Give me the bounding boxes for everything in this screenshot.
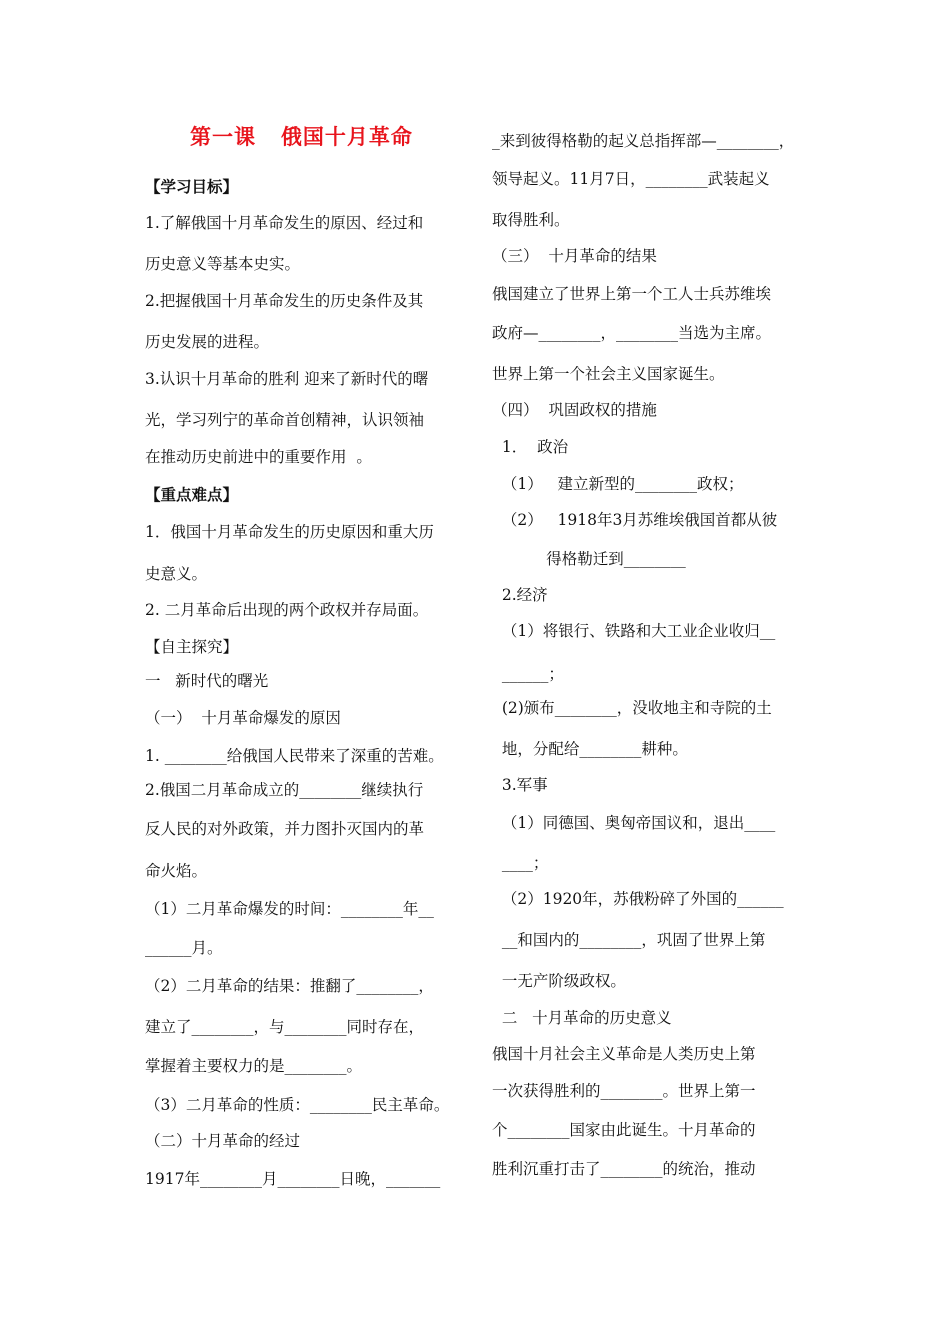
page-title: 第一课 俄国十月革命 <box>190 125 413 149</box>
text-line: 命火焰。 <box>145 862 208 880</box>
text-line: 2.把握俄国十月革命发生的历史条件及其 <box>145 292 424 310</box>
text-line: 2.经济 <box>492 586 548 604</box>
text-line: 【自主探究】 <box>145 638 239 656</box>
text-line: 1． 政治 <box>492 438 569 456</box>
text-line: 1. ________给俄国人民带来了深重的苦难。 <box>145 747 444 765</box>
text-line: 一 新时代的曙光 <box>145 672 269 690</box>
text-line: （1）二月革命爆发的时间：________年__ <box>145 900 434 918</box>
text-line: 反人民的对外政策，并力图扑灭国内的革 <box>145 820 425 838</box>
text-line: 俄国十月社会主义革命是人类历史上第 <box>492 1045 756 1063</box>
text-line: 3.认识十月革命的胜利 迎来了新时代的曙 <box>145 370 429 388</box>
text-line: （2）1920年，苏俄粉碎了外国的______ <box>492 890 784 908</box>
text-line: 历史发展的进程。 <box>145 333 270 351</box>
text-line: 1．俄国十月革命发生的历史原因和重大历 <box>145 523 434 541</box>
section-heading: 【学习目标】 <box>145 178 239 196</box>
text-line: 历史意义等基本史实。 <box>145 255 301 273</box>
text-line: __和国内的________，巩固了世界上第 <box>492 931 766 949</box>
text-line: （四） 巩固政权的措施 <box>492 401 657 419</box>
text-line: _来到彼得格勒的起义总指挥部—________， <box>492 132 795 150</box>
text-line: 世界上第一个社会主义国家诞生。 <box>492 365 725 383</box>
text-line: ______月。 <box>145 939 223 957</box>
text-line: 个________国家由此诞生。十月革命的 <box>492 1121 756 1139</box>
text-line: 俄国建立了世界上第一个工人士兵苏维埃 <box>492 285 772 303</box>
text-line: （2） 1918年3月苏维埃俄国首都从彼 <box>492 511 778 529</box>
section-heading: 【重点难点】 <box>145 486 239 504</box>
text-line: （2）二月革命的结果：推翻了________， <box>145 977 434 995</box>
text-line: 掌握着主要权力的是________。 <box>145 1057 363 1075</box>
text-line: 得格勒迁到________ <box>492 550 686 568</box>
text-line: 2. 二月革命后出现的两个政权并存局面。 <box>145 601 429 619</box>
text-line: 史意义。 <box>145 565 208 583</box>
text-line: ____； <box>492 854 549 872</box>
text-line: （3）二月革命的性质：________民主革命。 <box>145 1096 450 1114</box>
text-line: 一次获得胜利的________。世界上第一 <box>492 1082 756 1100</box>
text-line: 政府—________，________当选为主席。 <box>492 324 772 342</box>
text-line: 一无产阶级政权。 <box>492 972 626 990</box>
text-line: 二 十月革命的历史意义 <box>492 1009 672 1027</box>
text-line: （1）将银行、铁路和大工业企业收归__ <box>492 622 776 640</box>
text-line: 地，分配给________耕种。 <box>492 740 688 758</box>
text-line: （1）同德国、奥匈帝国议和，退出____ <box>492 814 776 832</box>
text-line: 2.俄国二月革命成立的________继续执行 <box>145 781 424 799</box>
text-line: 胜利沉重打击了________的统治，推动 <box>492 1160 756 1178</box>
text-line: 光，学习列宁的革命首创精神，认识领袖 <box>145 411 425 429</box>
text-line: 1.了解俄国十月革命发生的原因、经过和 <box>145 214 424 232</box>
text-line: （二）十月革命的经过 <box>145 1132 301 1150</box>
text-line: 3.军事 <box>492 776 548 794</box>
text-line: （三） 十月革命的结果 <box>492 247 657 265</box>
text-line: 取得胜利。 <box>492 211 570 229</box>
text-line: 在推动历史前进中的重要作用 。 <box>145 448 372 466</box>
text-line: 1917年________月________日晚，_______ <box>145 1170 441 1188</box>
text-line: （一） 十月革命爆发的原因 <box>145 709 341 727</box>
text-line: 领导起义。11月7日，________武装起义 <box>492 170 770 188</box>
text-line: （1） 建立新型的________政权； <box>492 475 744 493</box>
text-line: (2)颁布________，没收地主和寺院的土 <box>492 699 772 717</box>
text-line: 建立了________，与________同时存在， <box>145 1018 425 1036</box>
text-line: ______； <box>492 665 564 683</box>
